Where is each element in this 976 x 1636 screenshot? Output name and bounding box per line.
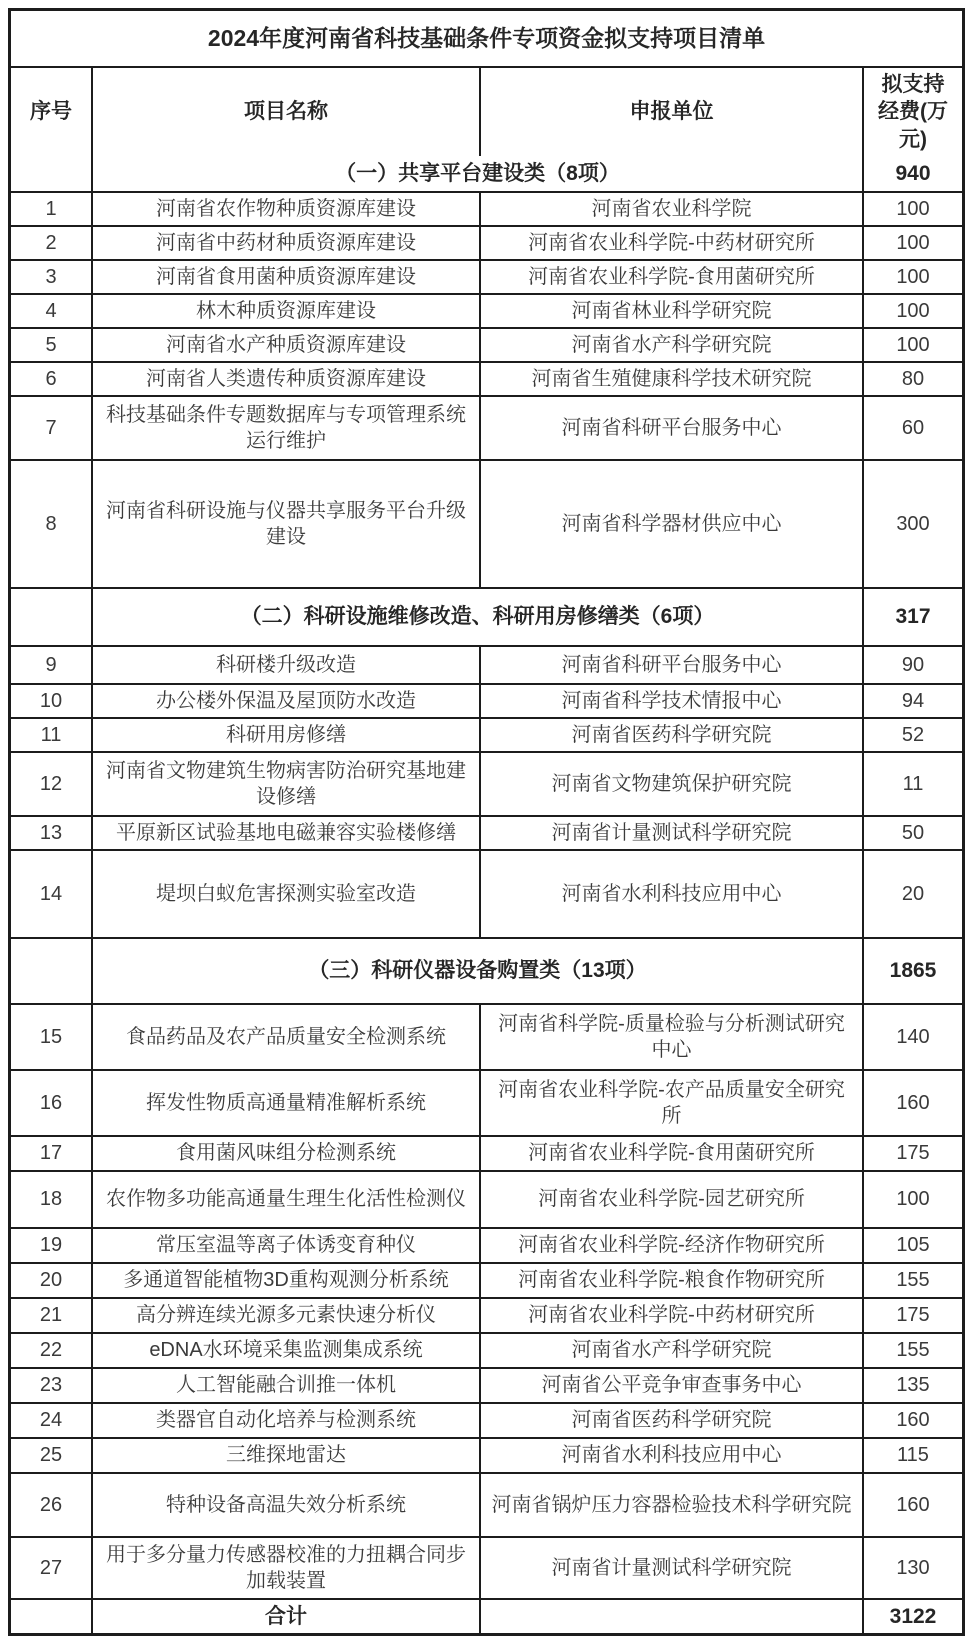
budget-cell: 100: [862, 1172, 962, 1227]
col-header-budget: 拟支持经费(万元): [862, 68, 962, 156]
table-body: [11, 156, 962, 1598]
project-name-cell: 河南省中药材种质资源库建设: [91, 227, 479, 259]
applicant-cell: 河南省生殖健康科学技术研究院: [479, 363, 862, 395]
total-amount-cell: 3122: [862, 1600, 962, 1633]
serial-cell: 10: [39, 689, 63, 712]
project-row: [11, 751, 962, 815]
serial-cell: 13: [39, 821, 63, 844]
serial-cell: 5: [45, 333, 57, 356]
project-name-cell: 多通道智能植物3D重构观测分析系统: [91, 1264, 479, 1297]
budget-cell: 100: [862, 193, 962, 225]
budget-cell: 175: [862, 1299, 962, 1332]
project-name-cell: 科研用房修缮: [91, 719, 479, 751]
project-name-cell: 挥发性物质高通量精准解析系统: [91, 1071, 479, 1135]
applicant-cell: 河南省医药科学研究院: [479, 1404, 862, 1437]
project-row: [11, 293, 962, 327]
serial-cell: 1: [45, 197, 57, 220]
total-empty-cell: [479, 1600, 862, 1633]
applicant-cell: 河南省水产科学研究院: [479, 329, 862, 361]
applicant-cell: 河南省农业科学院-经济作物研究所: [479, 1229, 862, 1262]
budget-cell: 115: [862, 1439, 962, 1472]
budget-cell: 100: [862, 329, 962, 361]
applicant-cell: 河南省水产科学研究院: [479, 1334, 862, 1367]
project-row: [11, 327, 962, 361]
budget-cell: 20: [862, 851, 962, 937]
serial-cell: 20: [39, 1269, 63, 1292]
budget-cell: 160: [862, 1474, 962, 1536]
section-label-cell: （三）科研仪器设备购置类（13项）: [91, 939, 862, 1003]
table-title: 2024年度河南省科技基础条件专项资金拟支持项目清单: [207, 24, 766, 51]
applicant-cell: 河南省科学器材供应中心: [479, 461, 862, 587]
serial-cell: 8: [45, 512, 57, 535]
serial-cell: 22: [39, 1339, 63, 1362]
section-amount-cell: 940: [862, 156, 962, 191]
serial-cell: 16: [39, 1091, 63, 1114]
col-header-project-name: 项目名称: [91, 68, 479, 156]
project-row: [11, 1227, 962, 1262]
total-label-cell: 合计: [91, 1600, 479, 1633]
serial-cell: 15: [39, 1025, 63, 1048]
serial-cell: 11: [40, 723, 62, 746]
budget-cell: 80: [862, 363, 962, 395]
project-name-cell: 类器官自动化培养与检测系统: [91, 1404, 479, 1437]
project-row: [11, 1437, 962, 1472]
budget-cell: 60: [862, 397, 962, 459]
serial-cell: 3: [45, 265, 57, 288]
serial-cell: 21: [39, 1304, 63, 1327]
project-row: [11, 1332, 962, 1367]
budget-cell: 130: [862, 1538, 962, 1598]
project-name-cell: 食品药品及农产品质量安全检测系统: [91, 1005, 479, 1069]
budget-cell: 175: [862, 1137, 962, 1170]
applicant-cell: 河南省农业科学院-中药材研究所: [479, 1299, 862, 1332]
section-amount-cell: 1865: [862, 939, 962, 1003]
serial-cell: 27: [39, 1556, 63, 1579]
project-name-cell: 高分辨连续光源多元素快速分析仪: [91, 1299, 479, 1332]
section-serial-cell: [11, 939, 91, 1003]
project-name-cell: 农作物多功能高通量生理生化活性检测仪: [91, 1172, 479, 1227]
budget-cell: 105: [862, 1229, 962, 1262]
section-row: [11, 156, 962, 191]
project-name-cell: 河南省农作物种质资源库建设: [91, 193, 479, 225]
applicant-cell: 河南省科研平台服务中心: [479, 647, 862, 683]
applicant-cell: 河南省农业科学院-食用菌研究所: [479, 261, 862, 293]
budget-cell: 160: [862, 1071, 962, 1135]
section-row: [11, 937, 962, 1003]
applicant-cell: 河南省科学技术情报中心: [479, 685, 862, 717]
project-name-cell: 堤坝白蚁危害探测实验室改造: [91, 851, 479, 937]
serial-cell: 6: [45, 367, 57, 390]
project-name-cell: 常压室温等离子体诱变育种仪: [91, 1229, 479, 1262]
project-row: [11, 1367, 962, 1402]
applicant-cell: 河南省农业科学院-粮食作物研究所: [479, 1264, 862, 1297]
budget-cell: 140: [862, 1005, 962, 1069]
serial-cell: 4: [45, 299, 57, 322]
project-row: [11, 1069, 962, 1135]
applicant-cell: 河南省农业科学院-食用菌研究所: [479, 1137, 862, 1170]
budget-cell: 135: [862, 1369, 962, 1402]
applicant-cell: 河南省计量测试科学研究院: [479, 817, 862, 849]
applicant-cell: 河南省农业科学院-园艺研究所: [479, 1172, 862, 1227]
budget-cell: 100: [862, 227, 962, 259]
project-row: [11, 1297, 962, 1332]
col-header-applicant: 申报单位: [479, 68, 862, 156]
serial-cell: 9: [45, 653, 57, 676]
serial-cell: 26: [39, 1493, 63, 1516]
applicant-cell: 河南省农业科学院: [479, 193, 862, 225]
applicant-cell: 河南省水利科技应用中心: [479, 851, 862, 937]
applicant-cell: 河南省锅炉压力容器检验技术科学研究院: [479, 1474, 862, 1536]
project-row: [11, 849, 962, 937]
serial-cell: 12: [39, 772, 63, 795]
applicant-cell: 河南省科学院-质量检验与分析测试研究中心: [479, 1005, 862, 1069]
applicant-cell: 河南省农业科学院-中药材研究所: [479, 227, 862, 259]
applicant-cell: 河南省公平竞争审查事务中心: [479, 1369, 862, 1402]
budget-cell: 94: [862, 685, 962, 717]
serial-cell: 24: [39, 1409, 63, 1432]
project-row: [11, 1135, 962, 1170]
applicant-cell: 河南省水利科技应用中心: [479, 1439, 862, 1472]
section-row: [11, 587, 962, 645]
project-name-cell: 平原新区试验基地电磁兼容实验楼修缮: [91, 817, 479, 849]
budget-cell: 100: [862, 295, 962, 327]
serial-cell: 18: [39, 1188, 63, 1211]
section-amount-cell: 317: [862, 589, 962, 645]
project-row: [11, 225, 962, 259]
project-name-cell: 人工智能融合训推一体机: [91, 1369, 479, 1402]
project-name-cell: 特种设备高温失效分析系统: [91, 1474, 479, 1536]
serial-cell: 25: [39, 1444, 63, 1467]
project-row: [11, 1262, 962, 1297]
budget-cell: 300: [862, 461, 962, 587]
budget-cell: 155: [862, 1264, 962, 1297]
total-row: [11, 1598, 962, 1633]
serial-cell: 7: [45, 416, 57, 439]
project-row: [11, 1402, 962, 1437]
project-name-cell: 三维探地雷达: [91, 1439, 479, 1472]
serial-cell: 2: [45, 231, 57, 254]
budget-cell: 52: [862, 719, 962, 751]
applicant-cell: 河南省医药科学研究院: [479, 719, 862, 751]
title-row: [11, 11, 962, 66]
project-row: [11, 1472, 962, 1536]
section-serial-cell: [11, 156, 91, 191]
budget-cell: 100: [862, 261, 962, 293]
section-label-cell: （一）共享平台建设类（8项）: [91, 156, 862, 191]
project-name-cell: 林木种质资源库建设: [91, 295, 479, 327]
project-row: [11, 259, 962, 293]
project-row: [11, 191, 962, 225]
project-row: [11, 1170, 962, 1227]
project-name-cell: eDNA水环境采集监测集成系统: [91, 1334, 479, 1367]
column-header-row: [11, 66, 962, 156]
budget-cell: 90: [862, 647, 962, 683]
funding-projects-table: [8, 8, 965, 1636]
project-name-cell: 河南省人类遗传种质资源库建设: [91, 363, 479, 395]
project-row: [11, 361, 962, 395]
project-row: [11, 1536, 962, 1598]
total-serial-cell: [11, 1600, 91, 1633]
applicant-cell: 河南省计量测试科学研究院: [479, 1538, 862, 1598]
serial-cell: 19: [39, 1234, 63, 1257]
project-row: [11, 717, 962, 751]
budget-cell: 160: [862, 1404, 962, 1437]
project-name-cell: 办公楼外保温及屋顶防水改造: [91, 685, 479, 717]
section-label-cell: （二）科研设施维修改造、科研用房修缮类（6项）: [91, 589, 862, 645]
applicant-cell: 河南省林业科学研究院: [479, 295, 862, 327]
project-row: [11, 1003, 962, 1069]
project-name-cell: 河南省科研设施与仪器共享服务平台升级建设: [91, 461, 479, 587]
project-row: [11, 645, 962, 683]
budget-cell: 50: [862, 817, 962, 849]
project-row: [11, 395, 962, 459]
serial-cell: 14: [39, 882, 63, 905]
project-name-cell: 科技基础条件专题数据库与专项管理系统运行维护: [91, 397, 479, 459]
project-row: [11, 815, 962, 849]
serial-cell: 23: [39, 1374, 63, 1397]
col-header-serial: 序号: [30, 100, 72, 124]
applicant-cell: 河南省科研平台服务中心: [479, 397, 862, 459]
budget-cell: 155: [862, 1334, 962, 1367]
project-name-cell: 食用菌风味组分检测系统: [91, 1137, 479, 1170]
budget-cell: 11: [862, 753, 962, 815]
project-name-cell: 河南省水产种质资源库建设: [91, 329, 479, 361]
section-serial-cell: [11, 589, 91, 645]
project-name-cell: 用于多分量力传感器校准的力扭耦合同步加载装置: [91, 1538, 479, 1598]
serial-cell: 17: [39, 1142, 63, 1165]
project-name-cell: 河南省食用菌种质资源库建设: [91, 261, 479, 293]
applicant-cell: 河南省农业科学院-农产品质量安全研究所: [479, 1071, 862, 1135]
project-row: [11, 459, 962, 587]
project-name-cell: 科研楼升级改造: [91, 647, 479, 683]
project-row: [11, 683, 962, 717]
applicant-cell: 河南省文物建筑保护研究院: [479, 753, 862, 815]
project-name-cell: 河南省文物建筑生物病害防治研究基地建设修缮: [91, 753, 479, 815]
